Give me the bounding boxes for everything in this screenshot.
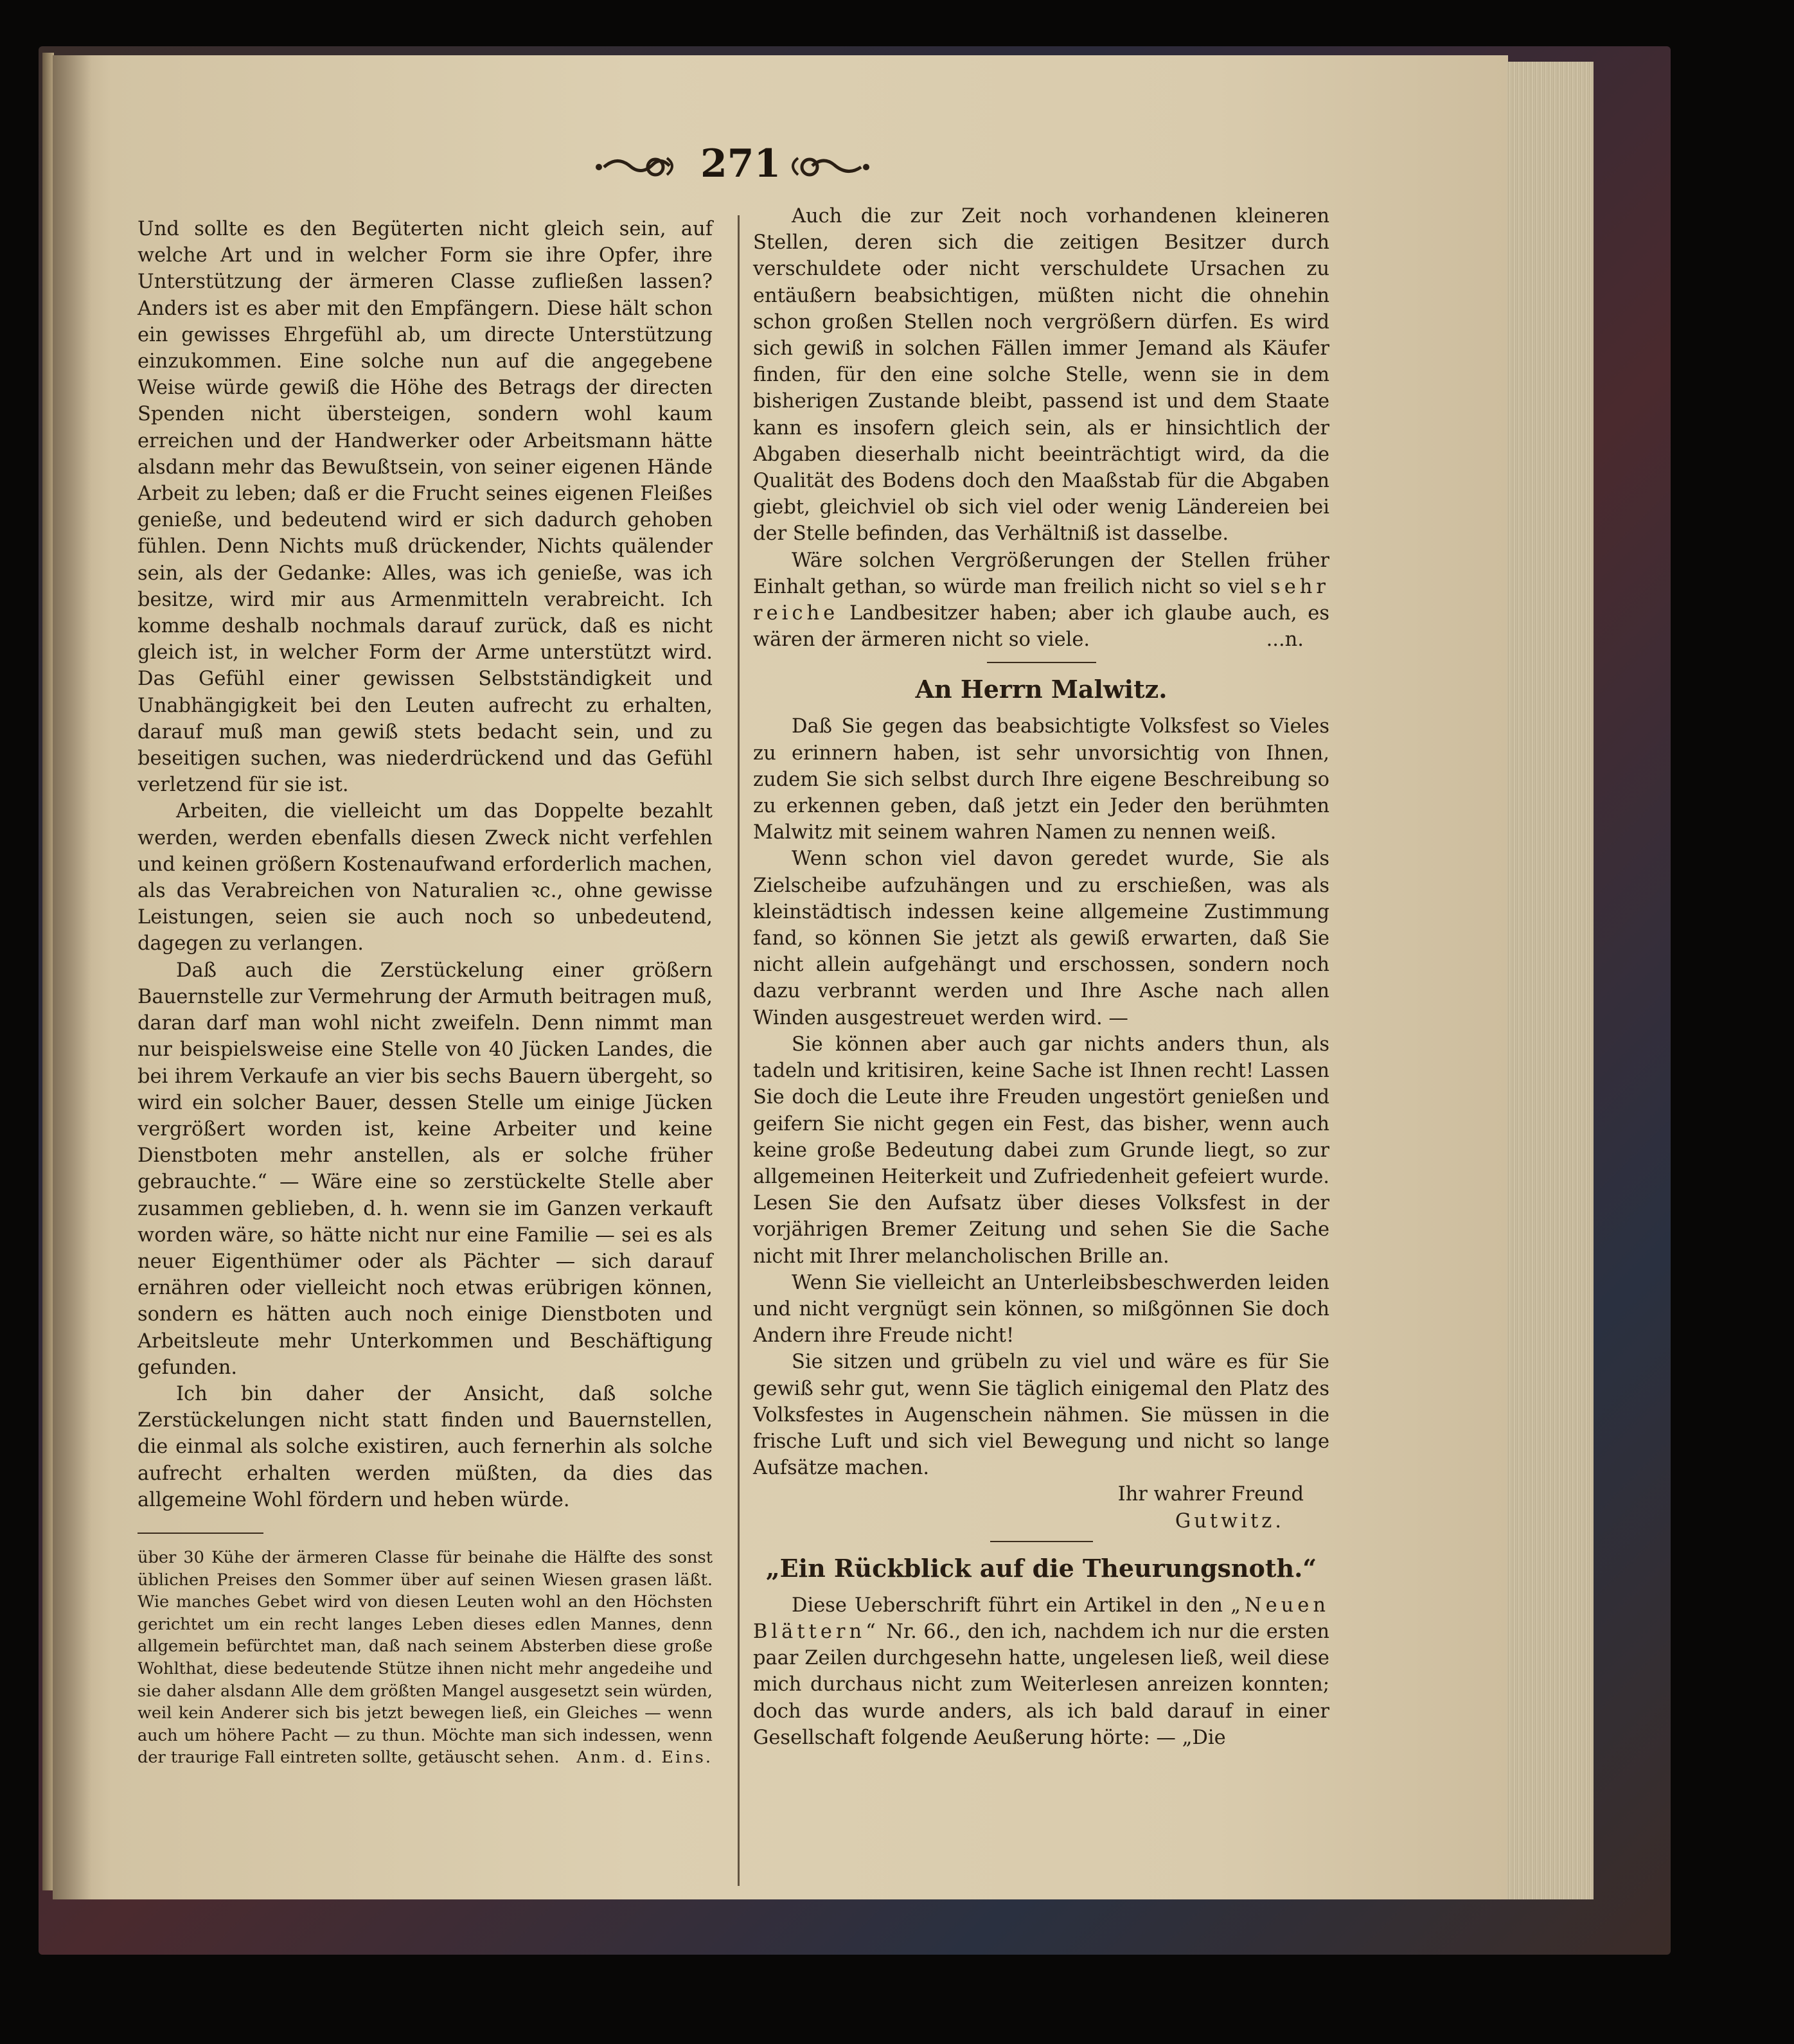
section-title: An Herrn Malwitz. — [915, 675, 1168, 704]
page-fore-edge — [1507, 62, 1594, 1899]
paragraph: Ich bin daher der Ansicht, daß solche Zerstückelungen nicht statt finden und Bauernstellen, die einmal als solche existiren, auch fernerhin als solche aufrecht erhalten werden müßten, da dies das allgemeine Wohl fördern und heben würde. — [138, 1382, 713, 1511]
footnote-signature: Anm. d. Eins. — [576, 1748, 713, 1768]
paragraph: Und sollte es den Begüterten nicht gleich sein, auf welche Art und in welcher Form sie ihre Opfer, ihre Unterstützung der ärmeren Classe zufließen lassen? Anders ist es aber mit den Empfängern. Diese hält schon ein gewisses Ehrgefühl ab, um directe Unterstützung einzukommen. Eine solche nun auf die angegebene Weise würde gewiß die Höhe des Betrags der directen Spenden nicht übersteigen, sondern wohl kaum erreichen und der Handwerker oder Arbeitsmann hätte alsdann mehr das Bewußtsein, von seiner eigenen Hände Arbeit zu leben; daß er die Frucht seines eigenen Fleißes genieße, und bedeutend wird er sich dadurch gehoben fühlen. Denn Nichts muß drückender, Nichts quälender sein, als der Gedanke: Alles, was ich genieße, was ich besitze, wird mir aus Armenmitteln verabreicht. Ich komme deshalb nochmals darauf zurück, daß es nicht gleich ist, in welcher Form der Arme unterstützt wird. Das Gefühl einer gewissen Selbstständigkeit und Unabhängigkeit bei den Leuten aufrecht zu erhalten, darauf muß man gewiß stets bedacht sein, und zu beseitigen suchen, was niederdrückend und das Gefühl verletzend für sie ist. — [138, 218, 713, 797]
paragraph: Arbeiten, die vielleicht um das Doppelte bezahlt werden, werden ebenfalls diesen Zweck nicht verfehlen und keinen größern Kostenaufwand erforderlich machen, als das Verabreichen von Naturalien ꝛc., ohne gewisse Leistungen, seien sie auch noch so unbedeutend, dagegen zu verlangen. — [138, 800, 713, 955]
text-run: Landbesitzer haben; aber ich glaube auch, es wären der ärmeren nicht so viele. — [753, 602, 1329, 652]
gutter-shadow — [53, 55, 91, 1899]
paragraph: Sie sitzen und grübeln zu viel und wäre es für Sie gewiß sehr gut, wenn Sie täglich einigemal den Platz des Volksfestes in Augenschein nähmen. Sie müssen in die frische Luft und sich viel Bewegung und nicht so lange Aufsätze machen. — [753, 1351, 1329, 1480]
column-divider — [738, 215, 740, 1886]
ornament-right-icon — [784, 147, 874, 185]
right-column — [753, 203, 1329, 1751]
spaced-emphasis: „Neuen Blättern“ — [753, 1594, 1329, 1643]
author-sign: ...n. — [1266, 628, 1304, 652]
paragraph: Sie können aber auch gar nichts anders thun, als tadeln und kritisiren, keine Sache ist Ihnen recht! Lassen Sie doch die Leute ihre Freuden ungestört genießen und geifern Sie nicht gegen ein Fest, das bisher, wenn auch keine große Bedeutung dabei zum Grunde liegt, so zur allgemeinen Heiterkeit und Zufriedenheit gefeiert wurde. Lesen Sie den Aufsatz über dieses Volksfest in der vorjährigen Bremer Zeitung und sehen Sie die Sache nicht mit Ihrer melancholischen Brille an. — [753, 1033, 1329, 1268]
ornament-left-icon — [591, 147, 681, 185]
page-number: 271 — [700, 141, 781, 186]
letter-signature: Gutwitz. — [1175, 1509, 1284, 1533]
page-header — [591, 135, 880, 193]
footnote-text: über 30 Kühe der ärmeren Classe für beinahe die Hälfte des sonst üblichen Preises den Sommer über auf seinen Wiesen grasen läßt. Wie manches Gebet wird von diesen Leuten wohl an den Höchsten gerichtet um ein recht langes Leben dieses edlen Mannes, denn allgemein befürchtet man, daß nach seinem Absterben diese große Wohlthat, diese bedeutende Stütze ihnen nicht mehr angedeihe und sie daher alsdann Alle dem größten Mangel ausgesetzt sein würden, weil kein Anderer sich bis jetzt bewegen ließ, ein Gleiches — wenn auch um höhere Pacht — zu thun. Möchte man sich indessen, wenn der traurige Fall eintreten sollte, getäuscht sehen. — [138, 1547, 713, 1768]
left-column — [138, 216, 713, 1769]
paragraph — [753, 1592, 1329, 1751]
section-divider — [987, 662, 1096, 663]
paragraph: Daß auch die Zerstückelung einer größern Bauernstelle zur Vermehrung der Armuth beitragen muß, daran darf man wohl nicht zweifeln. Denn nimmt man nur beispielsweise eine Stelle von 40 Jücken Landes, die bei ihrem Verkaufe an vier bis sechs Bauern übergeht, so wird ein solcher Bauer, dessen Stelle um einige Jücken vergrößert worden ist, keine Arbeiter und keine Dienstboten mehr anstellen, als er solche früher gebrauchte.“ — Wäre eine so zerstückelte Stelle aber zusammen geblieben, d. h. wenn sie im Ganzen verkauft worden wäre, so hätte nicht nur eine Familie — sei es als neuer Eigenthümer oder als Pächter — sich darauf ernähren oder vielleicht noch etwas erübrigen können, sondern es hätten auch noch einige Dienstboten und Arbeitsleute mehr Unterkommen und Beschäftigung gefunden. — [138, 959, 713, 1379]
footnote-rule — [138, 1533, 263, 1534]
paragraph: Wenn Sie vielleicht an Unterleibsbeschwerden leiden und nicht vergnügt sein können, so mißgönnen Sie doch Andern ihre Freude nicht! — [753, 1271, 1329, 1347]
footnote — [138, 1547, 713, 1769]
text-run: Diese Ueberschrift führt ein Artikel in den — [792, 1594, 1223, 1617]
section-divider — [990, 1541, 1093, 1542]
paragraph — [753, 547, 1329, 653]
paragraph: Auch die zur Zeit noch vorhandenen kleineren Stellen, deren sich die zeitigen Besitzer durch verschuldete oder nicht verschuldete Ursachen zu entäußern beabsichtigen, müßten nicht die ohnehin schon großen Stellen noch vergrößern dürfen. Es wird sich gewiß in solchen Fällen immer Jemand als Käufer finden, für den eine solche Stelle, wenn sie in dem bisherigen Zustande bleibt, passend ist und dem Staate kann es insofern gleich sein, als er hinsichtlich der Abgaben dieserhalb nicht beeinträchtigt wird, da die Qualität des Bodens doch den Maaßstab für die Abgaben giebt, gleichviel ob sich viel oder wenig Ländereien bei der Stelle befinden, das Verhältniß ist dasselbe. — [753, 205, 1329, 546]
spaced-emphasis: sehr reiche — [753, 575, 1329, 625]
section-title: „Ein Rückblick auf die Theurungsnoth.“ — [765, 1553, 1317, 1583]
text-run: Wäre solchen Vergrößerungen der Stellen früher Einhalt gethan, so würde man freilich nicht so viel — [753, 549, 1329, 598]
text-run: Nr. 66., den ich, nachdem ich nur die ersten paar Zeilen durchgesehn hatte, ungelesen ließ, weil diese mich durchaus nicht zum Weiterlesen anreizen konnten; doch das wurde anders, als ich bald darauf in einer Gesellschaft folgende Aeußerung hörte: — „Die — [753, 1620, 1330, 1749]
paragraph: Wenn schon viel davon geredet wurde, Sie als Zielscheibe aufzuhängen und zu erschießen, was als kleinstädtisch indessen keine allgemeine Zustimmung fand, so können Sie jetzt als gewiß erwarten, daß Sie nicht allein aufgehängt und erschossen, sondern noch dazu verbrannt werden und Ihre Asche nach allen Winden ausgestreuet werden wird. — — [753, 848, 1329, 1029]
paragraph: Daß Sie gegen das beabsichtigte Volksfest so Vieles zu erinnern haben, ist sehr unvorsichtig von Ihnen, zudem Sie sich selbst durch Ihre eigene Beschreibung so zu erkennen geben, daß jetzt ein Jeder den berühmten Malwitz mit seinem wahren Namen zu nennen weiß. — [753, 715, 1329, 844]
letter-closing: Ihr wahrer Freund — [1117, 1483, 1304, 1506]
